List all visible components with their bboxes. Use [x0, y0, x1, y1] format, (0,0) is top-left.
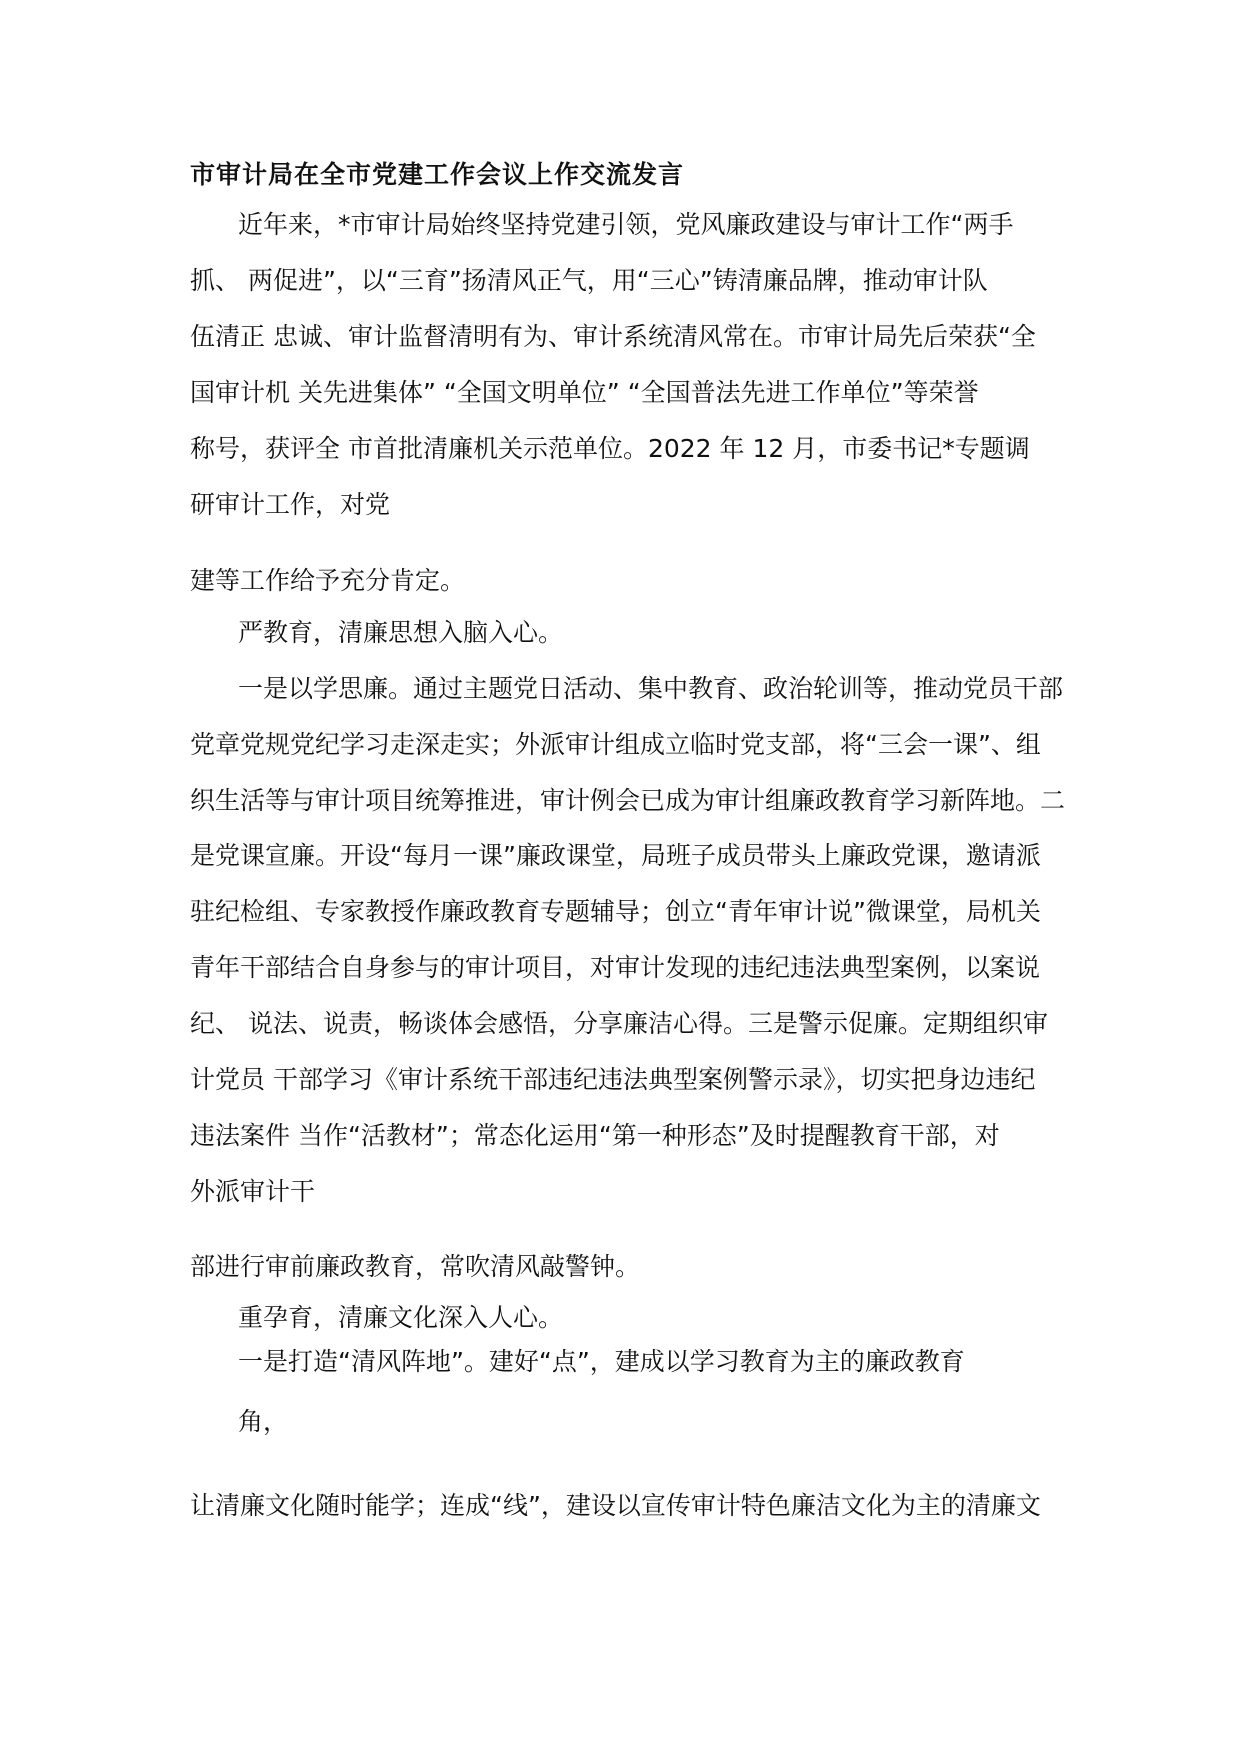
- paragraph-line: 计党员 干部学习《审计系统干部违纪违法典型案例警示录》，切实把身边违纪: [190, 1065, 1036, 1094]
- paragraph-line: 建等工作给予充分肯定。: [190, 566, 466, 595]
- paragraph-line: 驻纪检组、专家教授作廉政教育专题辅导；创立“青年审计说”微课堂，局机关: [190, 897, 1041, 926]
- paragraph-line: 研审计工作，对党: [190, 490, 391, 519]
- paragraph-line: 一是打造“清风阵地”。建好“点”，建成以学习教育为主的廉政教育: [238, 1347, 965, 1376]
- paragraph-line: 国审计机 关先进集体” “全国文明单位” “全国普法先进工作单位”等荣誉: [190, 378, 979, 407]
- paragraph-line: 部进行审前廉政教育，常吹清风敲警钟。: [190, 1252, 641, 1281]
- paragraph-line: 抓、 两促进”，以“三育”扬清风正气，用“三心”铸清廉品牌，推动审计队: [190, 266, 988, 295]
- section-heading: 严教育，清廉思想入脑入心。: [238, 618, 564, 647]
- paragraph-line: 纪、 说法、说责，畅谈体会感悟，分享廉洁心得。三是警示促廉。定期组织审: [190, 1009, 1048, 1038]
- paragraph-line: 让清廉文化随时能学；连成“线”，建设以宣传审计特色廉洁文化为主的清廉文: [190, 1491, 1041, 1520]
- paragraph-line: 伍清正 忠诚、审计监督清明有为、审计系统清风常在。市审计局先后荣获“全: [190, 322, 1036, 351]
- paragraph-line: 是党课宣廉。开设“每月一课”廉政课堂，局班子成员带头上廉政党课，邀请派: [190, 841, 1041, 870]
- paragraph-line: 党章党规党纪学习走深走实；外派审计组成立临时党支部，将“三会一课”、组: [190, 730, 1041, 759]
- paragraph-line: 一是以学思廉。通过主题党日活动、集中教育、政治轮训等，推动党员干部: [238, 674, 1064, 703]
- document-title: 市审计局在全市党建工作会议上作交流发言: [190, 160, 685, 189]
- paragraph-line: 违法案件 当作“活教材”；常态化运用“第一种形态”及时提醒教育干部，对: [190, 1121, 1000, 1150]
- paragraph-line: 角，: [238, 1407, 289, 1436]
- paragraph-line: 外派审计干: [190, 1177, 316, 1206]
- section-heading: 重孕育，清廉文化深入人心。: [238, 1303, 564, 1332]
- paragraph-line: 称号，获评全 市首批清廉机关示范单位。2022 年 12 月，市委书记*专题调: [190, 434, 1030, 463]
- paragraph-line: 青年干部结合自身参与的审计项目，对审计发现的违纪违法典型案例，以案说: [190, 953, 1041, 982]
- paragraph-line: 近年来，*市审计局始终坚持党建引领，党风廉政建设与审计工作“两手: [238, 210, 1014, 239]
- paragraph-line: 织生活等与审计项目统筹推进，审计例会已成为审计组廉政教育学习新阵地。二: [190, 786, 1066, 815]
